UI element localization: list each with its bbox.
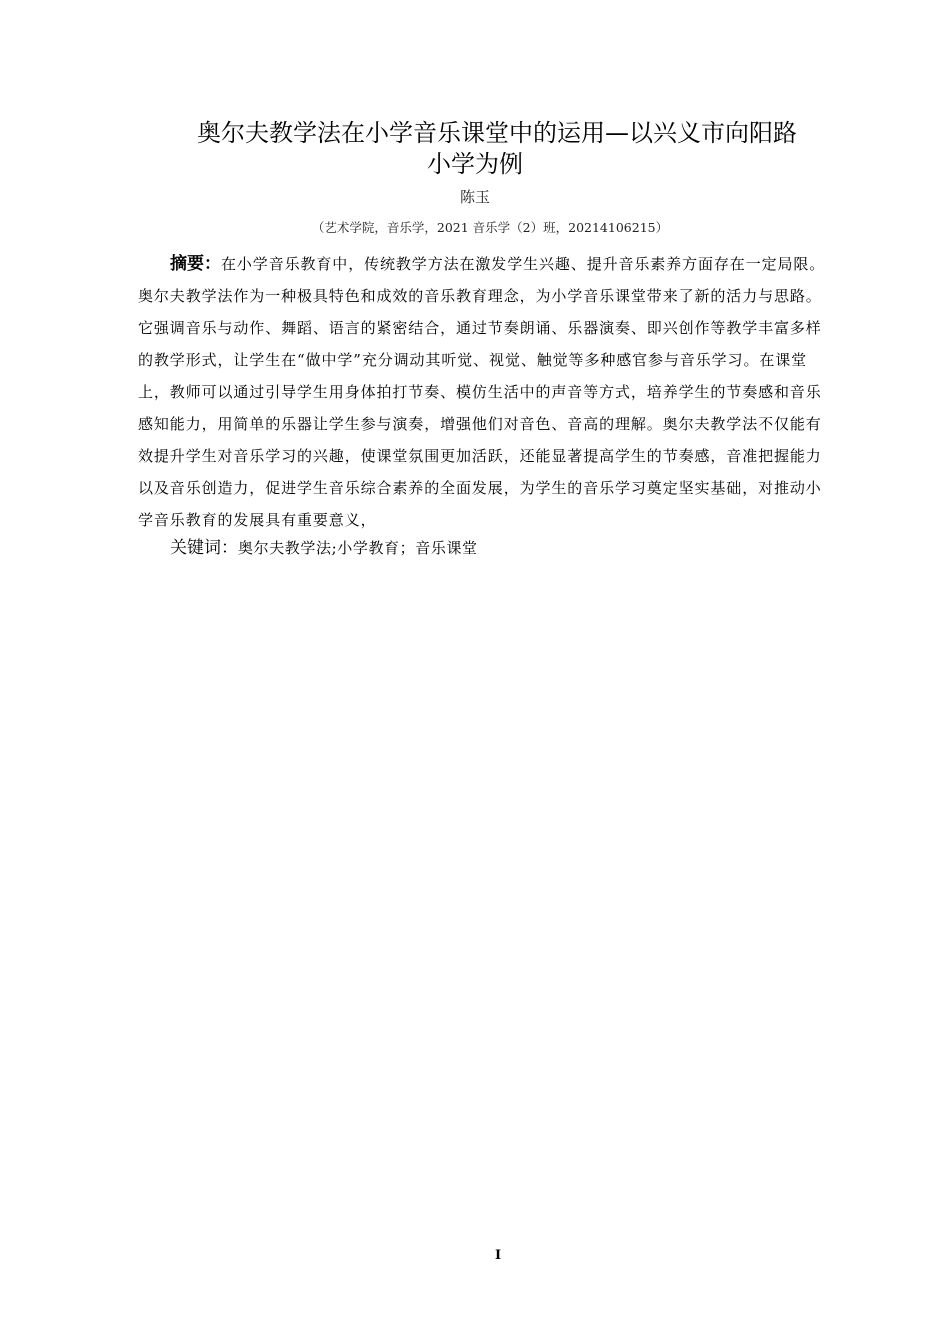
abstract-line: 感知能力，用简单的乐器让学生参与演奏，增强他们对音色、音高的理解。奥尔夫教学法不仅能有: [138, 415, 822, 433]
abstract-line: 学音乐教育的发展具有重要意义，: [138, 511, 377, 529]
keywords-text: 奥尔夫教学法;小学教育；音乐课堂: [238, 539, 478, 557]
abstract-text: 在小学音乐教育中，传统教学方法在激发学生兴趣、提升音乐素养方面存在一定局限。: [221, 255, 826, 273]
abstract-line: 上，教师可以通过引导学生用身体拍打节奏、模仿生活中的声音等方式，培养学生的节奏感和音乐: [138, 383, 822, 401]
abstract-label: 摘要：: [170, 254, 221, 274]
paper-title-line-1: 奥尔夫教学法在小学音乐课堂中的运用—以兴义市向阳路: [197, 119, 797, 147]
abstract-section: [138, 248, 858, 536]
abstract-line: [138, 248, 858, 280]
author-name: 陈玉: [459, 188, 490, 206]
abstract-line: 以及音乐创造力，促进学生音乐综合素养的全面发展，为学生的音乐学习奠定坚实基础，对推动小: [138, 479, 822, 497]
keywords-section: [170, 534, 860, 562]
abstract-line: 它强调音乐与动作、舞蹈、语言的紧密结合，通过节奏朗诵、乐器演奏、即兴创作等教学丰富多样: [138, 319, 822, 337]
abstract-line: 的教学形式，让学生在“做中学”充分调动其听觉、视觉、触觉等多种感官参与音乐学习。在课堂: [138, 351, 808, 369]
page-number: I: [494, 1248, 502, 1263]
keywords-label: 关键词：: [170, 538, 238, 558]
abstract-line: 奥尔夫教学法作为一种极具特色和成效的音乐教育理念，为小学音乐课堂带来了新的活力与思路。: [138, 287, 822, 305]
abstract-line: 效提升学生对音乐学习的兴趣，使课堂氛围更加活跃，还能显著提高学生的节奏感，音准把握能力: [138, 447, 822, 465]
paper-title-line-2: 小学为例: [427, 150, 523, 178]
author-affiliation: （艺术学院，音乐学，2021 音乐学（2）班，20214106215）: [311, 220, 669, 235]
